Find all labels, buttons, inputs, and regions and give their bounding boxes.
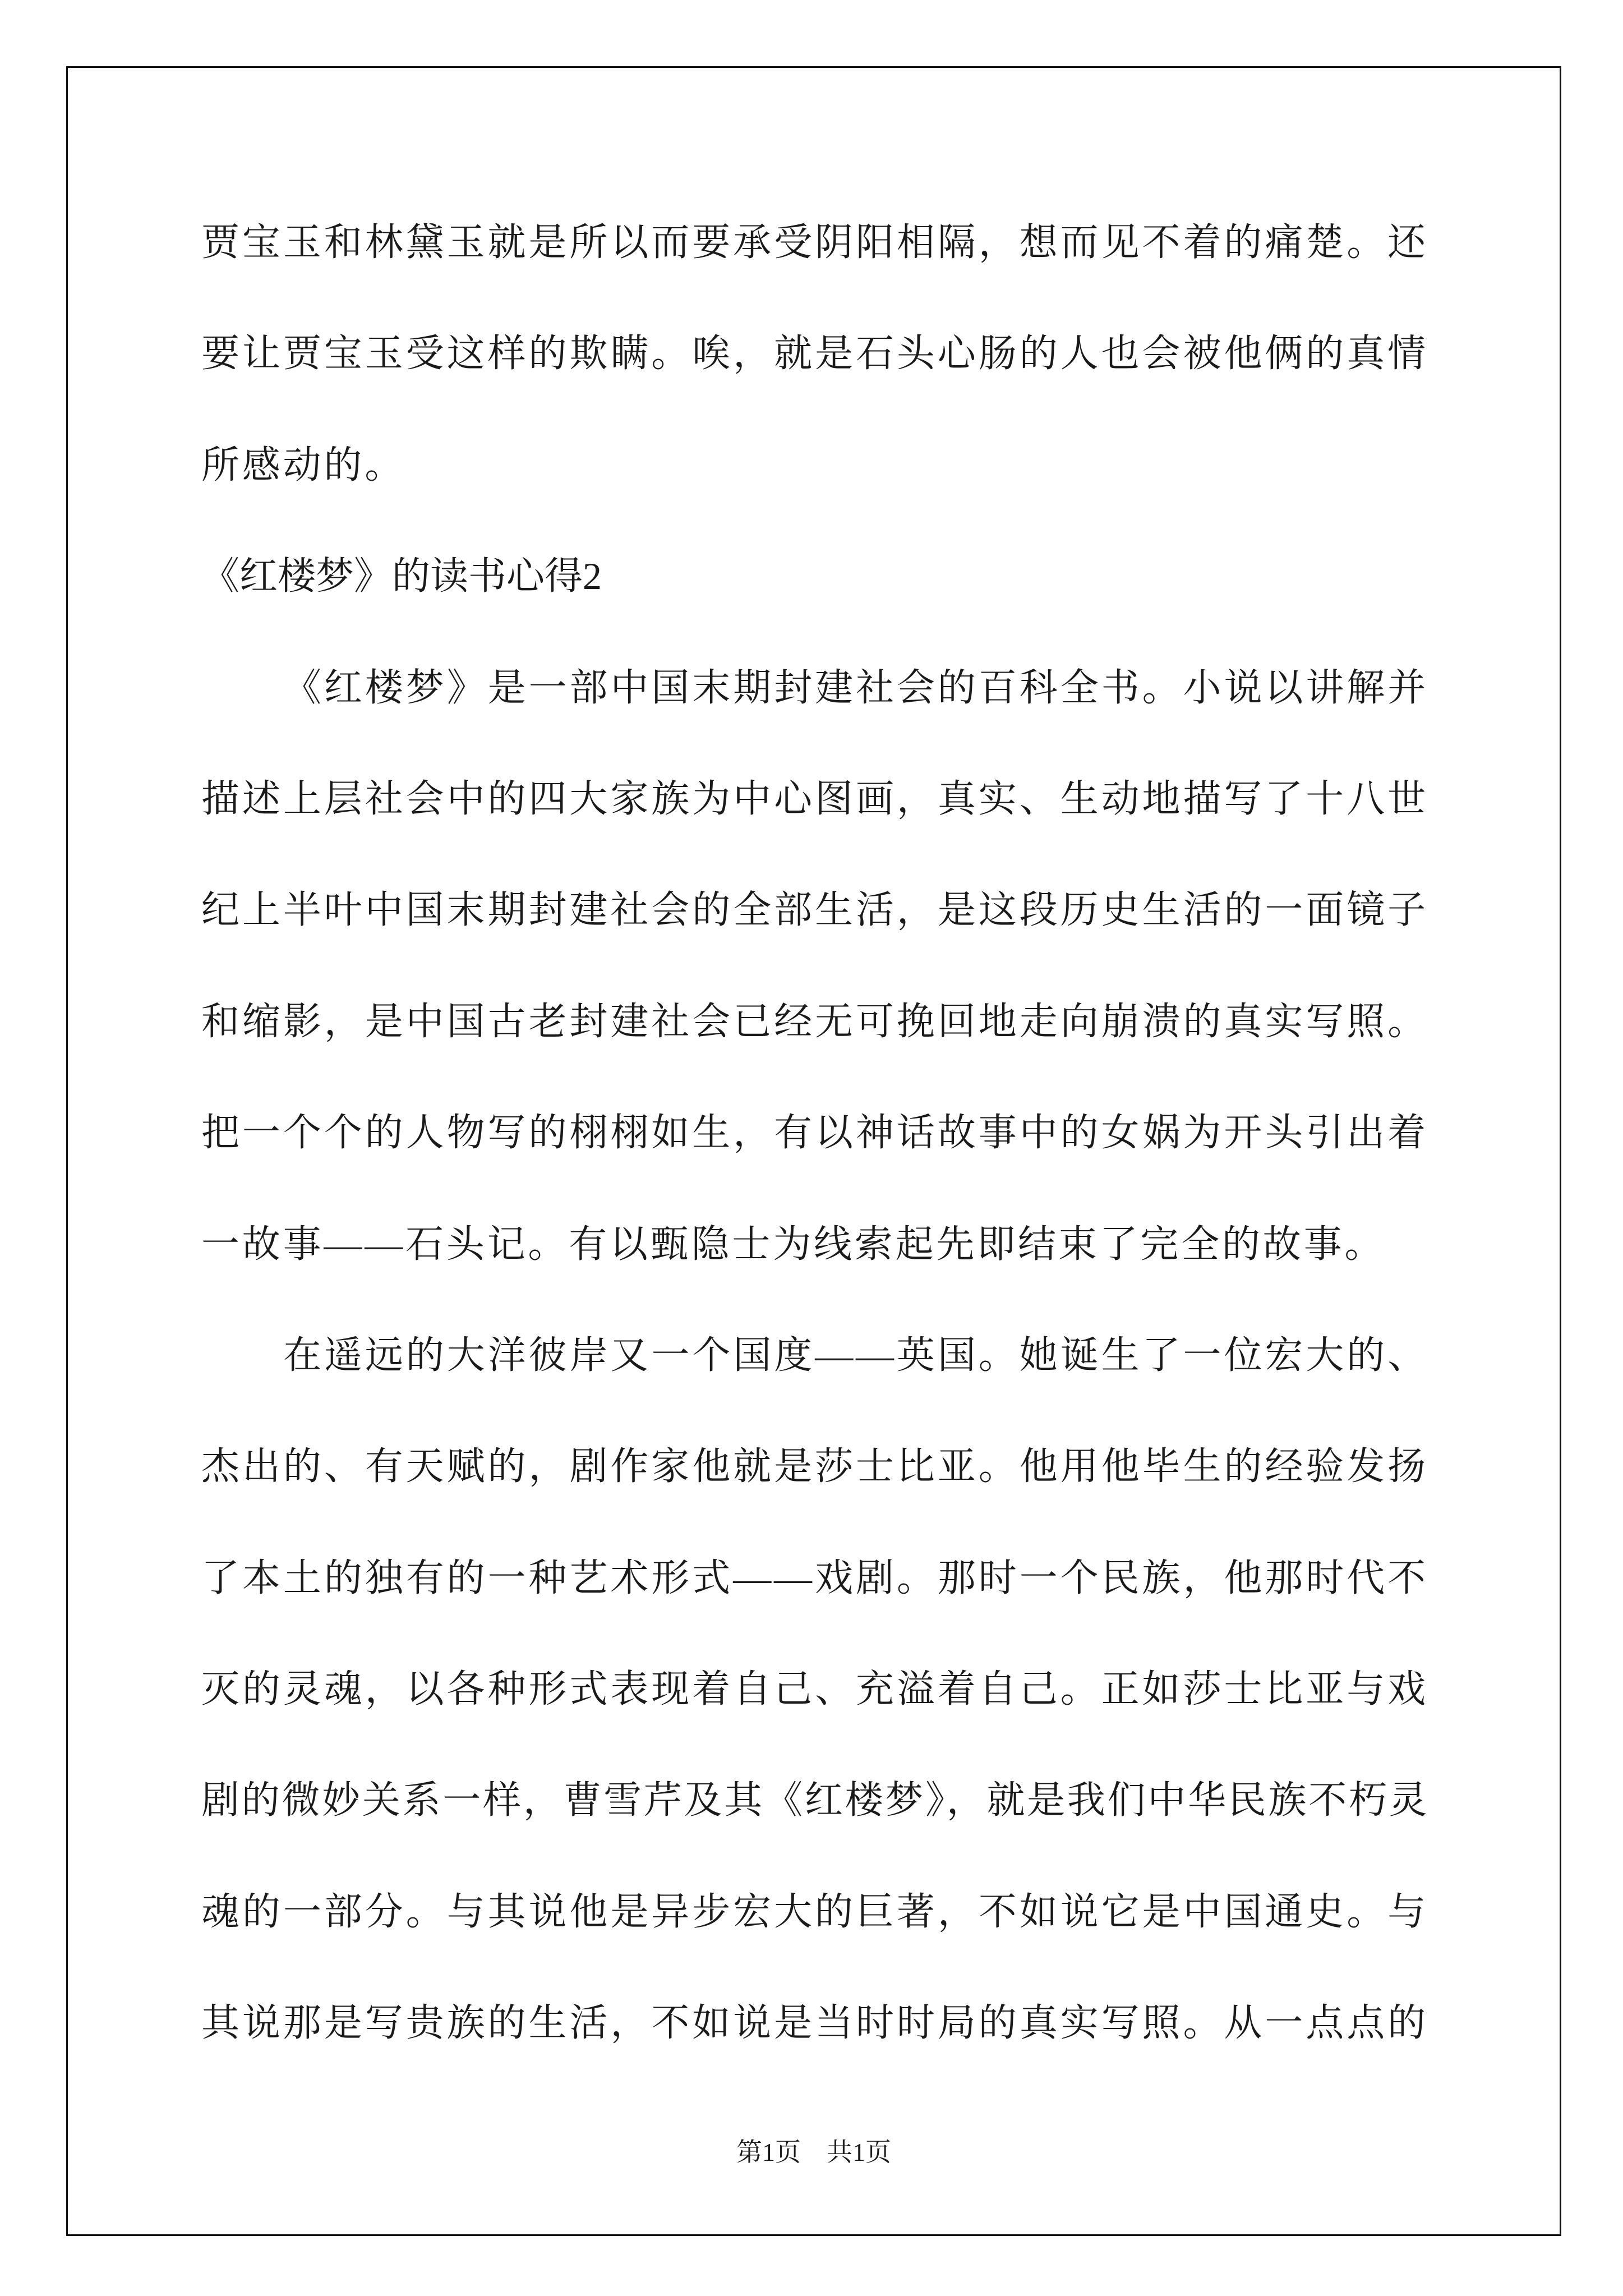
text-line: 贾宝玉和林黛玉就是所以而要承受阴阳相隔，想而见不着的痛楚。还: [201, 221, 1428, 264]
text-line: 魂的一部分。与其说他是异步宏大的巨著，不如说它是中国通史。与: [201, 1890, 1428, 1933]
paragraph: [201, 1300, 1428, 2079]
page-footer: 第1页 共1页: [736, 2138, 891, 2166]
text-line: 描述上层社会中的四大家族为中心图画，真实、生动地描写了十八世: [201, 777, 1428, 820]
text-line: 《红楼梦》是一部中国末期封建社会的百科全书。小说以讲解并: [283, 666, 1428, 709]
text-line: 和缩影，是中国古老封建社会已经无可挽回地走向崩溃的真实写照。: [201, 1000, 1428, 1043]
text-line: 在遥远的大洋彼岸又一个国度——英国。她诞生了一位宏大的、: [283, 1333, 1428, 1377]
section-title: 《红楼梦》的读书心得2: [201, 555, 602, 598]
text-line: 一故事——石头记。有以甄隐士为线索起先即结束了完全的故事。: [201, 1222, 1386, 1266]
paragraph: [201, 632, 1428, 1300]
text-line: 灭的灵魂，以各种形式表现着自己、充溢着自己。正如莎士比亚与戏: [201, 1668, 1428, 1711]
text-line: 所感动的。: [201, 443, 406, 486]
document-body: [201, 187, 1428, 2079]
text-line: 其说那是写贵族的生活，不如说是当时时局的真实写照。从一点点的: [201, 2001, 1428, 2045]
text-line: 把一个个的人物写的栩栩如生，有以神话故事中的女娲为开头引出着: [201, 1111, 1428, 1154]
text-line: 纪上半叶中国末期封建社会的全部生活，是这段历史生活的一面镜子: [201, 889, 1428, 932]
continued-paragraph: [201, 187, 1428, 521]
text-line: 了本土的独有的一种艺术形式——戏剧。那时一个民族，他那时代不: [201, 1556, 1428, 1599]
text-line: 要让贾宝玉受这样的欺瞒。唉，就是石头心肠的人也会被他俩的真情: [201, 332, 1428, 375]
text-line: 剧的微妙关系一样，曹雪芹及其《红楼梦》，就是我们中华民族不朽灵: [201, 1779, 1428, 1822]
text-line: 杰出的、有天赋的，剧作家他就是莎士比亚。他用他毕生的经验发扬: [201, 1445, 1428, 1488]
